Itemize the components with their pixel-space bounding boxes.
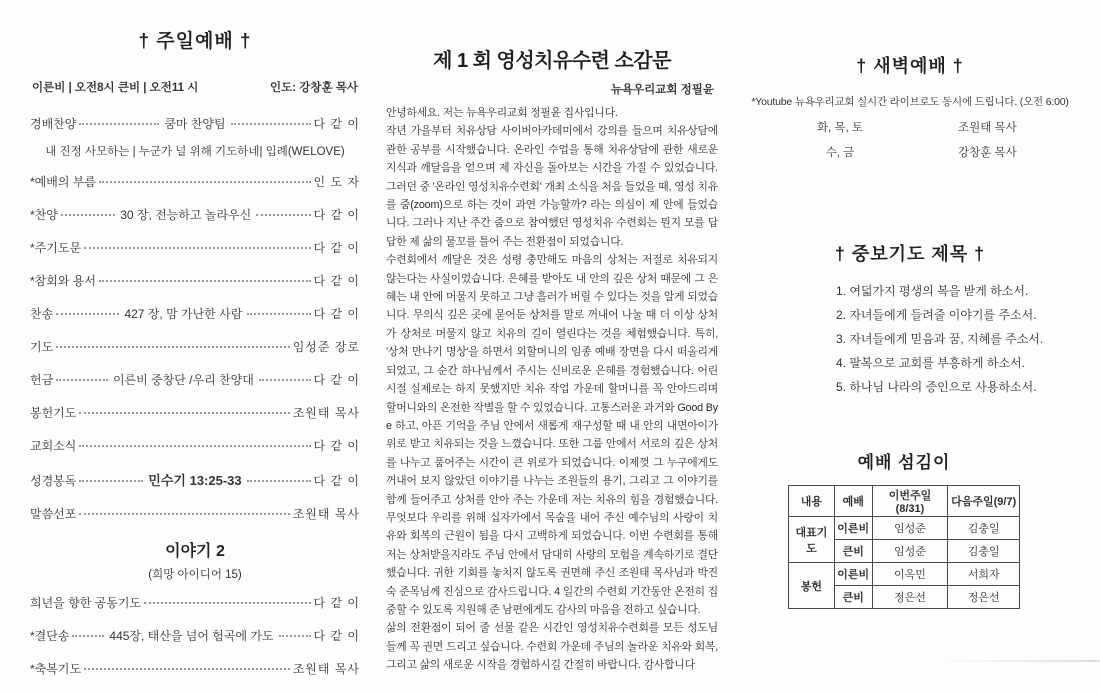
sunday-worship-section bbox=[30, 26, 360, 693]
order-right: 다 같 이 bbox=[313, 307, 361, 321]
dawn-schedule-row bbox=[740, 144, 1080, 160]
dots-leader bbox=[79, 412, 289, 414]
servers-header-cell: 다음주일(9/7) bbox=[948, 486, 1020, 517]
servers-service-cell: 큰비 bbox=[834, 540, 872, 563]
order-right: 인 도 자 bbox=[313, 175, 360, 189]
order-label: 찬송 bbox=[30, 307, 54, 321]
dawn-worship-section bbox=[740, 52, 1080, 169]
dots-leader bbox=[231, 123, 311, 125]
servers-nextweek-cell: 김충일 bbox=[948, 540, 1020, 563]
servers-row bbox=[789, 517, 1020, 540]
order-right: 다 같 이 bbox=[313, 373, 360, 387]
order-right: 다 같 이 bbox=[313, 274, 360, 288]
order-center: 445장, 태산을 넘어 험곡에 가도 bbox=[109, 629, 274, 643]
servers-service-cell: 이른비 bbox=[834, 517, 872, 540]
intercession-item: 1. 여덟가지 평생의 복을 받게 하소서. bbox=[836, 284, 1029, 298]
dawn-pastor: 조원태 목사 bbox=[958, 122, 1017, 134]
dots-leader bbox=[79, 513, 289, 515]
order-row bbox=[30, 338, 360, 355]
intercession-title: † 중보기도 제목 † bbox=[834, 244, 986, 264]
order-row bbox=[30, 173, 360, 190]
order-label: 희년을 향한 공동기도 bbox=[30, 596, 141, 610]
order-row bbox=[30, 272, 360, 289]
servers-thisweek-cell: 이옥민 bbox=[872, 563, 948, 586]
testimonial-paragraph: 안녕하세요. 저는 뉴욕우리교회 정필윤 집사입니다. bbox=[386, 107, 618, 119]
servers-service-cell: 큰비 bbox=[834, 586, 872, 609]
order-right: 다 같 이 bbox=[313, 117, 360, 131]
order-row bbox=[30, 660, 360, 677]
order-label: *참회와 용서 bbox=[30, 274, 96, 288]
order-label: *결단송 bbox=[30, 629, 70, 643]
order-row bbox=[30, 470, 360, 489]
testimonial-paragraph: 삶의 전환점이 되어 줄 선물 같은 시간인 영성치유수련회를 모든 성도님들께 꼭 권면 드리고 싶습니다. 수련회 가운데 주님의 놀라운 치유와 회복, 그리고 삶의 새로운 시작을 경험하시길 간절히 바랍니다. 감사합니다 bbox=[386, 622, 718, 672]
servers-nextweek-cell: 정은선 bbox=[948, 586, 1020, 609]
intercession-item: 2. 자녀들에게 들려줄 이야기를 주소서. bbox=[836, 308, 1037, 322]
servers-title: 예배 섬김이 bbox=[857, 453, 951, 472]
order-row bbox=[30, 594, 360, 611]
dots-leader bbox=[72, 635, 104, 637]
order-label: *주기도문 bbox=[30, 241, 82, 255]
intercession-item: 3. 자녀들에게 믿음과 꿈, 지혜를 주소서. bbox=[836, 332, 1044, 346]
servers-header-cell: 내용 bbox=[789, 486, 835, 517]
order-row bbox=[30, 505, 360, 522]
order-row bbox=[30, 239, 360, 256]
order-right: 다 같 이 bbox=[313, 629, 360, 643]
servers-nextweek-cell: 김충일 bbox=[948, 517, 1020, 540]
sunday-worship-title: † 주일예배 † bbox=[138, 31, 252, 52]
order-list bbox=[30, 115, 360, 677]
intercession-section bbox=[740, 240, 1080, 402]
dawn-worship-title: † 새벽예배 † bbox=[856, 56, 964, 76]
dots-leader bbox=[56, 379, 108, 381]
order-right: 조원태 목사 bbox=[292, 406, 360, 420]
servers-table-body bbox=[789, 486, 1020, 609]
testimonial-byline: 뉴욕우리교회 정필윤 bbox=[610, 84, 714, 96]
dots-leader bbox=[56, 346, 290, 348]
servers-thisweek-cell: 임성준 bbox=[872, 540, 948, 563]
dawn-schedule-row bbox=[740, 119, 1080, 135]
dawn-worship-note: *Youtube 뉴욕우리교회 실시간 라이브로도 동시에 드립니다. (오전 6:00) bbox=[751, 96, 1069, 108]
servers-header-row bbox=[789, 486, 1020, 517]
order-row bbox=[30, 206, 360, 223]
order-label: 헌금 bbox=[30, 373, 54, 387]
dawn-days: 수, 금 bbox=[825, 147, 855, 159]
order-right: 조원태 목사 bbox=[292, 507, 360, 521]
servers-table bbox=[788, 485, 1020, 609]
dots-leader bbox=[99, 280, 311, 282]
order-right: 임성준 장로 bbox=[292, 340, 360, 354]
service-times-note bbox=[32, 79, 358, 95]
testimonial-paragraph: 수련회에서 깨달은 것은 성령 충만해도 마음의 상처는 저절로 치유되지 않는다는 사실이었습니다. 은혜를 받아도 내 안의 깊은 상처 때문에 그 은혜는 내 안에 머물지 못하고 그냥 흘러가 버릴 수 있다는 것을 알게 되었습니다. 무의식 깊은 곳에 묻어둔 상처를 말로 꺼내어 나눌 때 더 이상 상처가 상처로 머물지 않고 치유의 길이 열린다는 것을 체험했습니다. 특히, '상처 만나기 명상'을 하면서 외할머니의 임종 예배 장면을 다시 떠올리게 되었고, 그 순간 하나님께서 주시는 신비로운 은혜를 경험했습니다. 어린 시절 실제로는 하지 못했지만 치유 작업 가운데 할머니를 꼭 안아드리며 할머니와의 온전한 작별을 할 수 있었습니다. 고통스러운 과거와 Good Bye 하고, 아픈 기억을 주님 안에서 새롭게 재구성할 때 내 안의 내면아이가 위로 받고 치유되는 것을 느꼈습니다. 또한 그룹 안에서 서로의 깊은 상처를 나누고 품어주는 시간이 큰 위로가 되었습니다. 이제껏 그 누구에게도 꺼내어 보지 않았던 이야기를 나누는 조원들의 용기, 그리고 그 이야기를 함께 들어주고 상처를 안아 주는 가운데 저는 치유의 힘을 경험했습니다. 무엇보다 우리를 위해 십자가에서 목숨을 내어 주신 예수님의 사랑이 치유와 회복의 근원이 됨을 다시 고백하게 되었습니다. 이번 수련회를 통해 저는 상처받을지라도 주님 안에서 담대히 사랑의 모험을 계속하기로 결단했습니다. 귀한 기회를 놓치지 않도록 권면해 주신 조원태 목사님과 박진숙 준목님께 진심으로 감사드립니다. 4 일간의 수련회 기간동안 온전히 집중할 수 있도록 지원해 준 남편에게도 감사의 마음을 전하고 싶습니다. bbox=[386, 254, 718, 616]
story-subtitle: (희망 아이디어 15) bbox=[148, 569, 242, 581]
order-right: 다 같 이 bbox=[313, 208, 361, 222]
dots-leader bbox=[144, 602, 311, 604]
order-right: 다 같 이 bbox=[313, 474, 360, 488]
order-label: 성경봉독 bbox=[30, 474, 77, 488]
dots-leader bbox=[84, 668, 290, 670]
order-label: *축복기도 bbox=[30, 662, 82, 676]
dots-leader bbox=[79, 480, 143, 482]
dots-leader bbox=[84, 247, 311, 249]
order-center: 민수기 13:25-33 bbox=[148, 473, 242, 488]
dots-leader bbox=[61, 214, 115, 216]
testimonial-title: 제 1 회 영성치유수련 소감문 bbox=[433, 50, 671, 72]
dots-leader bbox=[259, 379, 311, 381]
testimonial-body bbox=[386, 104, 718, 675]
service-times: 이른비 | 오전8시 큰비 | 오전11 시 bbox=[32, 82, 199, 94]
order-right: 조원태 목사 bbox=[292, 662, 360, 676]
order-label: *찬양 bbox=[30, 208, 58, 222]
order-center: 427 장, 맘 가난한 사람 bbox=[124, 307, 243, 321]
testimonial-paragraph: 작년 가을부터 치유상담 사이버아카데미에서 강의를 들으며 치유상담에 관한 공부를 시작했습니다. 온라인 수업을 통해 치유상담에 관한 새로운 지식과 깨달음을 얻으며 제 자신을 돌아보는 시간을 가질 수 있었습니다. 그러던 중 '온라인 영성치유수련회' 개최 소식을 처음 들었을 때, 영성 치유를 줌(zoom)으로 하는 것이 과연 가능할까? 라는 의심이 제 안에 들었습니다. 그러나 지난 주간 줌으로 참여했던 영성치유 수련회는 뭔지 모를 답답한 제 삶의 물꼬를 틀어 주는 전환점이 되었습니다. bbox=[386, 125, 718, 248]
order-label: 기도 bbox=[30, 340, 54, 354]
servers-section bbox=[740, 448, 1080, 609]
intercession-item: 5. 하나님 나라의 증인으로 사용하소서. bbox=[836, 380, 1037, 394]
servers-group-cell: 대표기도 bbox=[789, 517, 835, 563]
order-right: 다 같 이 bbox=[313, 596, 360, 610]
order-label: 말씀선포 bbox=[30, 507, 77, 521]
intercession-item: 4. 팔복으로 교회를 부흥하게 하소서. bbox=[836, 356, 1025, 370]
order-label: *예배의 부름 bbox=[30, 175, 96, 189]
scan-artifact-line bbox=[932, 660, 1100, 662]
order-row bbox=[30, 437, 360, 454]
dawn-schedule bbox=[740, 119, 1080, 160]
order-right: 다 같 이 bbox=[313, 241, 360, 255]
dawn-days: 화, 목, 토 bbox=[816, 122, 864, 134]
order-row bbox=[30, 115, 360, 132]
intercession-list bbox=[740, 282, 1080, 395]
dots-leader bbox=[256, 214, 310, 216]
order-center: 쿰마 찬양팀 bbox=[164, 117, 226, 131]
story-heading bbox=[30, 538, 360, 582]
order-row bbox=[30, 627, 360, 644]
servers-group-cell: 봉헌 bbox=[789, 563, 835, 609]
servers-service-cell: 이른비 bbox=[834, 563, 872, 586]
servers-row bbox=[789, 563, 1020, 586]
order-label: 봉헌기도 bbox=[30, 406, 77, 420]
dots-leader bbox=[279, 635, 311, 637]
order-row bbox=[30, 371, 360, 388]
order-label: 교회소식 bbox=[30, 439, 77, 453]
dots-leader bbox=[79, 123, 159, 125]
testimonial-section bbox=[386, 44, 718, 675]
servers-thisweek-cell: 정은선 bbox=[872, 586, 948, 609]
order-subline: 내 진정 사모하는 | 누군가 널 위해 기도하네| 입례(WELOVE) bbox=[45, 146, 345, 158]
order-center: 이른비 중창단 /우리 찬양대 bbox=[112, 373, 254, 387]
dots-leader bbox=[247, 313, 310, 315]
order-row bbox=[30, 404, 360, 421]
order-label: 경배찬양 bbox=[30, 117, 77, 131]
story-title: 이야기 2 bbox=[165, 543, 225, 560]
dots-leader bbox=[99, 181, 311, 183]
service-leader: 인도: 강창훈 목사 bbox=[270, 82, 358, 94]
servers-nextweek-cell: 서희자 bbox=[948, 563, 1020, 586]
order-right: 다 같 이 bbox=[313, 439, 360, 453]
right-column bbox=[740, 44, 1080, 654]
dots-leader bbox=[79, 445, 310, 447]
order-row bbox=[30, 305, 360, 322]
servers-thisweek-cell: 임성준 bbox=[872, 517, 948, 540]
servers-table-wrap bbox=[788, 448, 1020, 609]
dots-leader bbox=[56, 313, 119, 315]
servers-header-cell: 이번주일(8/31) bbox=[872, 486, 948, 517]
servers-header-cell: 예배 bbox=[834, 486, 872, 517]
dots-leader bbox=[247, 480, 311, 482]
dawn-pastor: 강창훈 목사 bbox=[958, 147, 1017, 159]
order-center: 30 장, 전능하고 놀라우신 bbox=[120, 208, 252, 222]
